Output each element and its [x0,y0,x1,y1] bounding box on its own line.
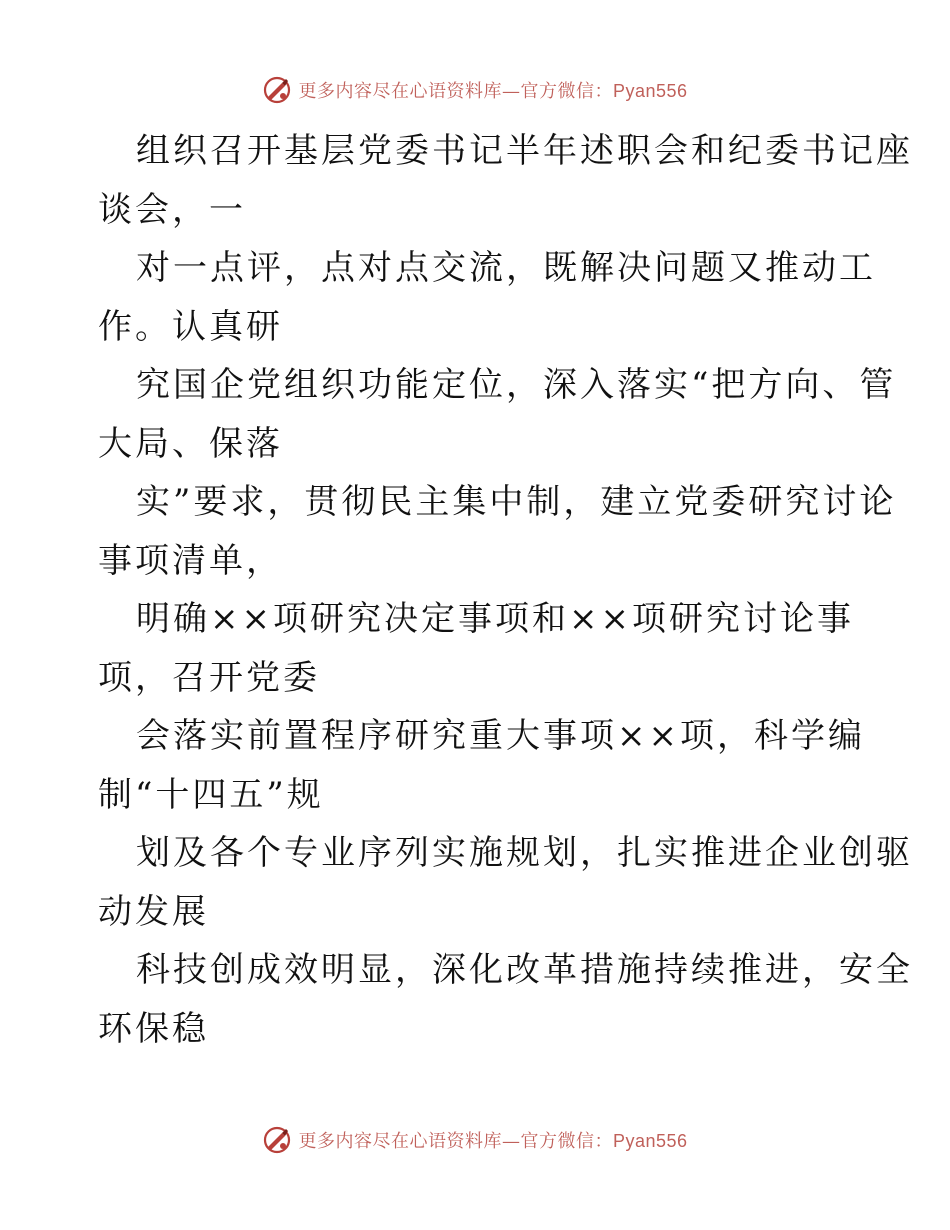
footer-wechat-id: Pyan556 [612,1131,688,1151]
header-banner-label: 更多内容尽在心语资料库—官方微信： [298,81,613,102]
paragraph-line: 科技创成效明显，深化改革措施持续推进，安全 [136,950,913,990]
paragraph-line: 谈会，一 [98,189,246,230]
paragraph-line: 作。认真研 [98,306,283,347]
paragraph [98,707,868,824]
footer-watermark-banner [0,1120,950,1160]
paragraph [98,941,913,1058]
header-watermark-banner [0,70,950,110]
paragraph [98,356,897,473]
paragraph-line: 对一点评，点对点交流，既解决问题又推动工 [136,248,876,288]
header-banner-text [298,77,687,103]
paragraph [98,473,897,590]
paragraph-line: 会落实前置程序研究重大事项××项，科学编 [136,716,865,756]
paragraph-line: 划及各个专业序列实施规划，扎实推进企业创驱 [136,833,913,873]
paragraph [98,122,913,239]
header-wechat-id: Pyan556 [612,81,688,101]
paragraph-line: 实”要求，贯彻民主集中制，建立党委研究讨论 [136,482,897,522]
paragraph-line: 大局、保落 [98,423,283,464]
paragraph-line: 环保稳 [98,1008,209,1049]
paragraph [98,824,913,941]
paragraph-line: 制“十四五”规 [98,774,324,815]
pen-logo-icon [262,75,292,105]
paragraph-line: 动发展 [98,891,209,932]
paragraph-line: 究国企党组织功能定位，深入落实“把方向、管 [136,365,897,405]
footer-banner-label: 更多内容尽在心语资料库—官方微信： [298,1131,613,1152]
paragraph-line: 事项清单， [98,540,283,581]
paragraph-line: 明确××项研究决定事项和××项研究讨论事 [136,599,854,639]
paragraph [98,590,868,707]
paragraph-line: 项，召开党委 [98,657,320,698]
paragraph [98,239,876,356]
paragraph-line: 组织召开基层党委书记半年述职会和纪委书记座 [136,131,913,171]
pen-logo-icon [262,1125,292,1155]
footer-banner-text [298,1127,687,1153]
document-body [98,122,913,1058]
